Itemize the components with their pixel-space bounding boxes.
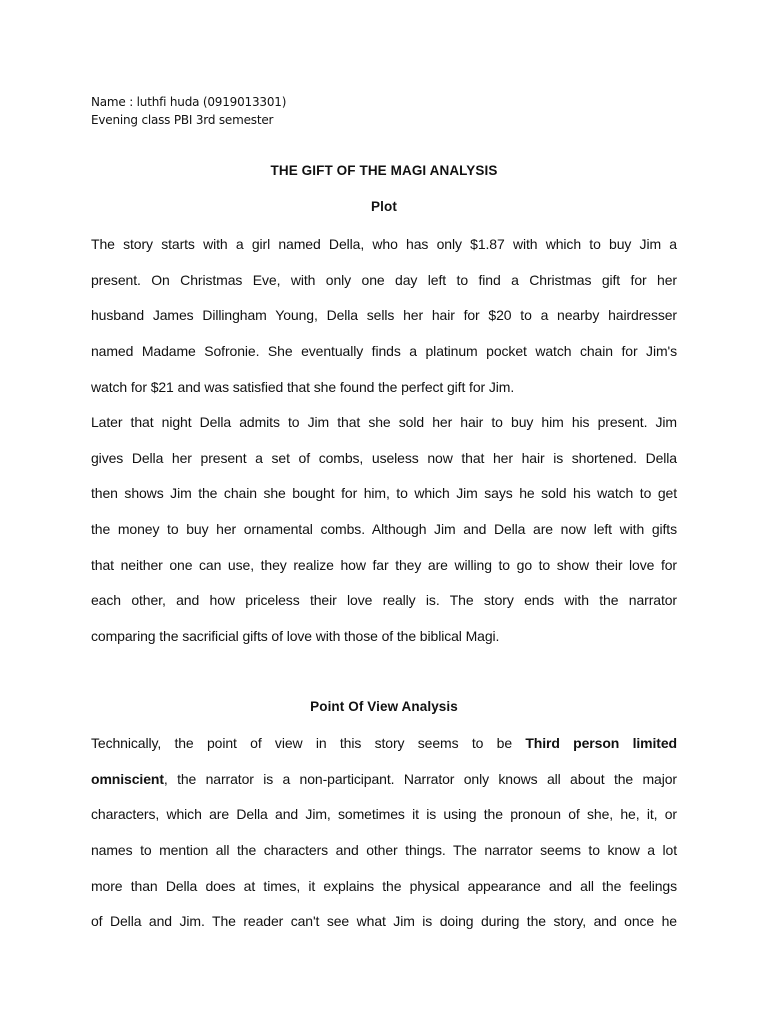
text-run: , the narrator is a non-participant. Narrator only knows all about the major: [163, 770, 677, 787]
text-line: the money to buy her ornamental combs. Although Jim and Della are now left with gifts: [91, 521, 677, 538]
author-header: [91, 93, 286, 129]
text-line: The story starts with a girl named Della, who has only $1.87 with which to buy Jim a: [91, 236, 677, 252]
text-line: comparing the sacrificial gifts of love with those of the biblical Magi.: [91, 628, 500, 645]
plot-paragraph-2: [91, 405, 677, 655]
text-line: then shows Jim the chain she bought for him, to which Jim says he sold his watch to get: [91, 485, 677, 502]
text-run: Technically, the point of view in this story seems to be: [91, 735, 526, 751]
text-line: watch for $21 and was satisfied that she found the perfect gift for Jim.: [91, 378, 515, 395]
bold-term: omniscient: [91, 770, 164, 787]
text-line: more than Della does at times, it explains the physical appearance and all the feelings: [91, 877, 677, 894]
text-line: Later that night Della admits to Jim that she sold her hair to buy him his present. Jim: [91, 414, 677, 430]
text-line: characters, which are Della and Jim, sometimes it is using the pronoun of she, he, it, or: [91, 806, 677, 823]
text-line: husband James Dillingham Young, Della sells her hair for $20 to a nearby hairdresser: [91, 307, 677, 324]
pov-paragraph: [91, 726, 677, 940]
text-line: [91, 726, 677, 762]
text-line: names to mention all the characters and other things. The narrator seems to know a lot: [91, 842, 677, 859]
text-line: of Della and Jim. The reader can't see what Jim is doing during the story, and once he: [91, 913, 677, 930]
plot-heading: Plot: [371, 199, 397, 214]
author-name-line: Name : luthfi huda (0919013301): [91, 95, 287, 109]
text-line: [91, 762, 677, 798]
text-line: present. On Christmas Eve, with only one day left to find a Christmas gift for her: [91, 271, 677, 288]
text-line: that neither one can use, they realize how far they are willing to go to show their love for: [91, 556, 677, 573]
pov-heading: Point Of View Analysis: [310, 699, 458, 714]
plot-paragraph-1: [91, 227, 677, 405]
document-title: THE GIFT OF THE MAGI ANALYSIS: [270, 163, 498, 178]
class-line: Evening class PBI 3rd semester: [91, 113, 274, 127]
bold-term: Third person limited: [525, 735, 677, 751]
text-line: each other, and how priceless their love really is. The story ends with the narrator: [91, 592, 677, 609]
text-line: named Madame Sofronie. She eventually finds a platinum pocket watch chain for Jim's: [91, 343, 677, 360]
text-line: gives Della her present a set of combs, useless now that her hair is shortened. Della: [91, 449, 677, 466]
